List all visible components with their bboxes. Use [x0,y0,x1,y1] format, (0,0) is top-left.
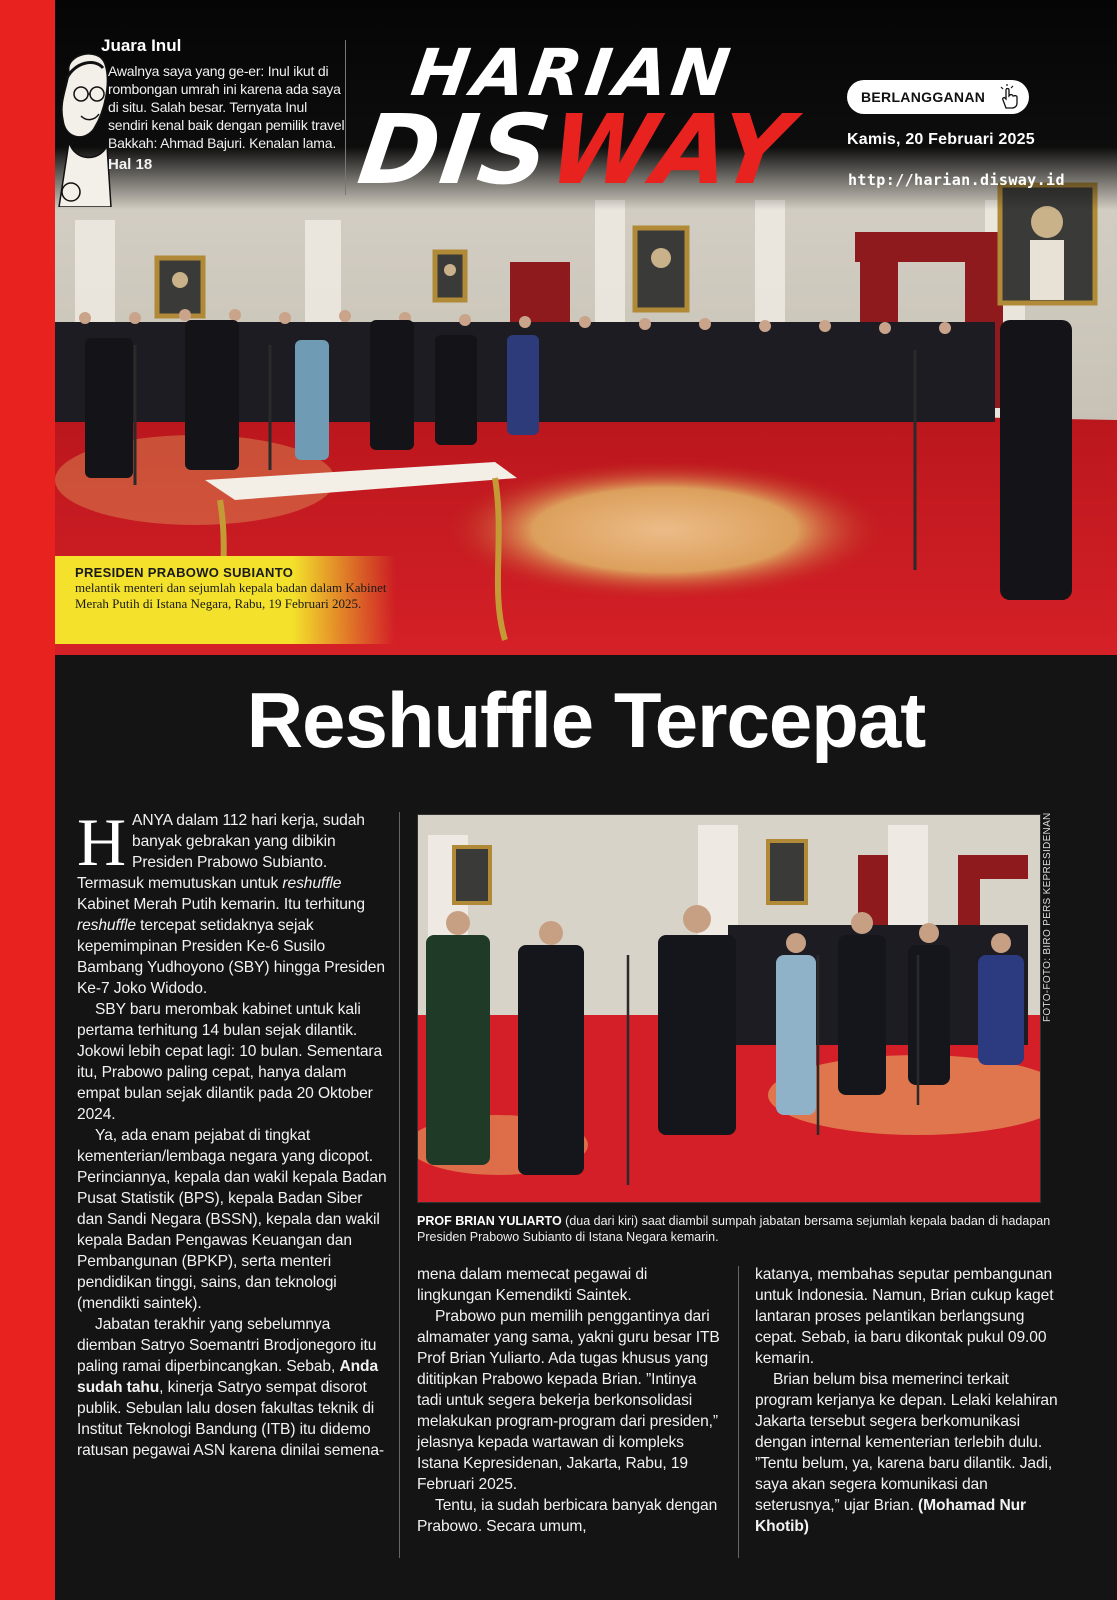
text-run: Kabinet Merah Putih kemarin. Itu terhitung [77,896,365,913]
teaser-page-ref: Hal 18 [108,156,153,173]
harian-disway-logo [352,36,820,206]
text-run: ANYA dalam 112 hari kerja, sudah banyak gebrakan yang dibikin Presiden Prabowo Subianto. Termasuk memutuskan untuk [77,812,365,892]
hand-pointer-icon [997,84,1021,110]
subscribe-label: BERLANGGANAN [861,89,986,105]
photo2-caption [417,1213,1057,1245]
subscribe-button[interactable] [847,80,1029,114]
italic-term: reshuffle [282,875,342,892]
hero-caption-lead: PRESIDEN PRABOWO SUBIANTO [75,565,294,580]
photo-credit [1042,812,1060,1022]
article-paragraph: Prabowo pun memilih penggantinya dari almamater yang sama, yakni guru besar ITB Prof Brian Yuliarto. Ada tugas khusus yang dititipkan Prabowo kepada Brian. ”Intinya tadi untuk segera bekerja berkonsolidasi melakukan program-program dari presiden,” jelasnya kepada wartawan di kompleks Istana Kepresidenan, Jakarta, Rabu, 19 Februari 2025. [417,1308,720,1493]
photo-credit-text: FOTO-FOTO: BIRO PERS KEPRESIDENAN [1042,812,1053,1022]
article-paragraph: Ya, ada enam pejabat di tingkat kementerian/lembaga negara yang dicopot. Perinciannya, kepala dan wakil kepala Badan Pusat Statistik (BPS), kepala Badan Siber dan Sandi Negara (BSSN), kepala dan wakil kepala Badan Pengawas Keuangan dan Pembangunan (BPKP), serta menteri pendidikan tinggi, sains, dan teknologi (mendikti saintek). [77,1127,387,1312]
hero-caption [55,556,395,644]
bold-phrase: Anda sudah tahu [77,1358,379,1396]
drop-cap: H [77,804,127,880]
photo2-caption-text: (dua dari kiri) saat diambil sumpah jabatan bersama sejumlah kepala badan di hadapan Presiden Prabowo Subianto di Istana Negara kemarin. [417,1214,1051,1244]
website-link[interactable]: http://harian.disway.id [848,171,1065,189]
headline: Reshuffle Tercepat [246,676,926,764]
teaser-body: Awalnya saya yang ge-er: Inul ikut di rombongan umrah ini karena ada saya di situ. Salah besar. Ternyata Inul sendiri kenal baik dengan pemilik travel Bakkah: Ahmad Bajuri. Kenalan lama. [108,63,345,151]
article-column-1 [77,804,387,1461]
text-run: tercepat setidaknya sejak kepemimpinan Presiden Ke-6 Susilo Bambang Yudhoyono (SBY) hingga Presiden Ke-7 Joko Widodo. [77,917,385,997]
header-divider [345,40,346,195]
text-run: Jabatan terakhir yang sebelumnya diemban Satryo Soemantri Brodjonegoro itu paling ramai diperbincangkan. Sebab, [77,1316,377,1375]
article-paragraph: SBY baru merombak kabinet untuk kali pertama terhitung 14 bulan sejak dilantik. Jokowi lebih cepat lagi: 10 bulan. Sementara itu, Prabowo paling cepat, hanya dalam empat bulan sejak dilantik pada 20 Oktober 2024. [77,1001,383,1123]
article-column-2 [417,1264,725,1537]
article-paragraph: Tentu, ia sudah berbicara banyak dengan Prabowo. Secara umum, [417,1497,718,1535]
columnist-teaser[interactable] [100,36,345,173]
article-paragraph [755,1369,1063,1537]
byline: (Mohamad Nur Khotib) [755,1497,1027,1535]
article-paragraph [77,804,387,999]
text-run: Brian belum bisa memerinci terkait program kerjanya ke depan. Lelaki kelahiran Jakarta tersebut segera berkomunikasi dengan internal kementerian terlebih dulu. ”Tentu belum, ya, karena baru dilantik. Jadi, saya akan segera komunikasi dan seterusnya,” ujar Brian. [755,1371,1058,1514]
logo-dis: DIS [352,94,559,206]
left-red-bar [0,0,55,1600]
teaser-title: Juara Inul [101,36,182,55]
text-run: , kinerja Satryo sempat disorot publik. Sebulan lalu dosen fakultas teknik di Institut Teknologi Bandung (ITB) itu didemo ratusan pegawai ASN karena dinilai semena- [77,1379,384,1459]
italic-term: reshuffle [77,917,136,934]
logo-harian: HARIAN [406,36,739,112]
logo-disway [352,94,800,206]
swearing-in-photo [417,814,1041,1203]
article-column-3 [755,1264,1063,1537]
column-divider [738,1266,739,1558]
article-paragraph [77,1314,387,1461]
issue-date: Kamis, 20 Februari 2025 [847,131,1035,148]
newspaper-page [55,0,1117,1600]
article-paragraph: katanya, membahas seputar pembangunan untuk Indonesia. Namun, Brian cukup kaget lantaran proses pelantikan berlangsung cepat. Sebab, ia baru dikontak pukul 09.00 kemarin. [755,1266,1054,1367]
logo-way: WAY [542,94,800,206]
photo2-caption-lead: PROF BRIAN YULIARTO [417,1214,562,1228]
column-divider [399,812,400,1558]
article-paragraph: mena dalam memecat pegawai di lingkungan Kemendikti Saintek. [417,1266,648,1304]
masthead [55,0,1117,210]
swearing-in-illustration [418,815,1041,1203]
hero-caption-text: melantik menteri dan sejumlah kepala badan dalam Kabinet Merah Putih di Istana Negara, Rabu, 19 Februari 2025. [75,580,387,611]
